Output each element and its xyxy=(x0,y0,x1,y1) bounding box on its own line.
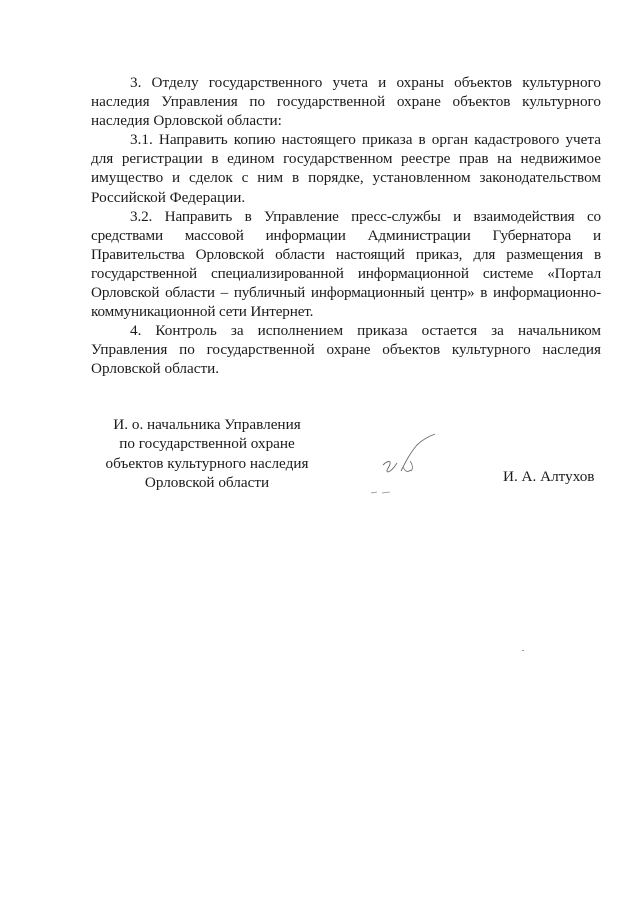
signer-name: И. А. Алтухов xyxy=(503,468,595,485)
paragraph-4: 4. Контроль за исполнением приказа остается за начальником Управления по государственной охране объектов культурного наследия Орловской области. xyxy=(91,322,601,378)
handwritten-signature xyxy=(355,425,455,505)
position-line: объектов культурного наследия xyxy=(105,454,309,472)
paragraph-3: 3. Отделу государственного учета и охраны объектов культурного наследия Управления по государственной охране объектов культурного наследия Орловской области: xyxy=(91,74,601,130)
position-line: Орловской области xyxy=(144,473,270,491)
signatory-position xyxy=(98,415,316,492)
position-line: по государственной охране xyxy=(119,435,295,453)
paragraph-3-2: 3.2. Направить в Управление пресс-службы и взаимодействия со средствами массовой информации Администрации Губернатора и Правительства Орловской области настоящий приказ, для размещения в государственной специализированной информационной системе «Портал Орловской области – публичный информационный центр» в информационно-коммуникационной сети Интернет. xyxy=(91,207,601,321)
page-speck xyxy=(522,650,524,651)
order-body xyxy=(91,73,601,379)
position-line: И. о. начальника Управления xyxy=(113,416,301,433)
paragraph-3-1: 3.1. Направить копию настоящего приказа в орган кадастрового учета для регистрации в едином государственном реестре прав на недвижимое имущество и сделок с ним в порядке, установленном законодательством Российской Федерации. xyxy=(91,131,601,206)
